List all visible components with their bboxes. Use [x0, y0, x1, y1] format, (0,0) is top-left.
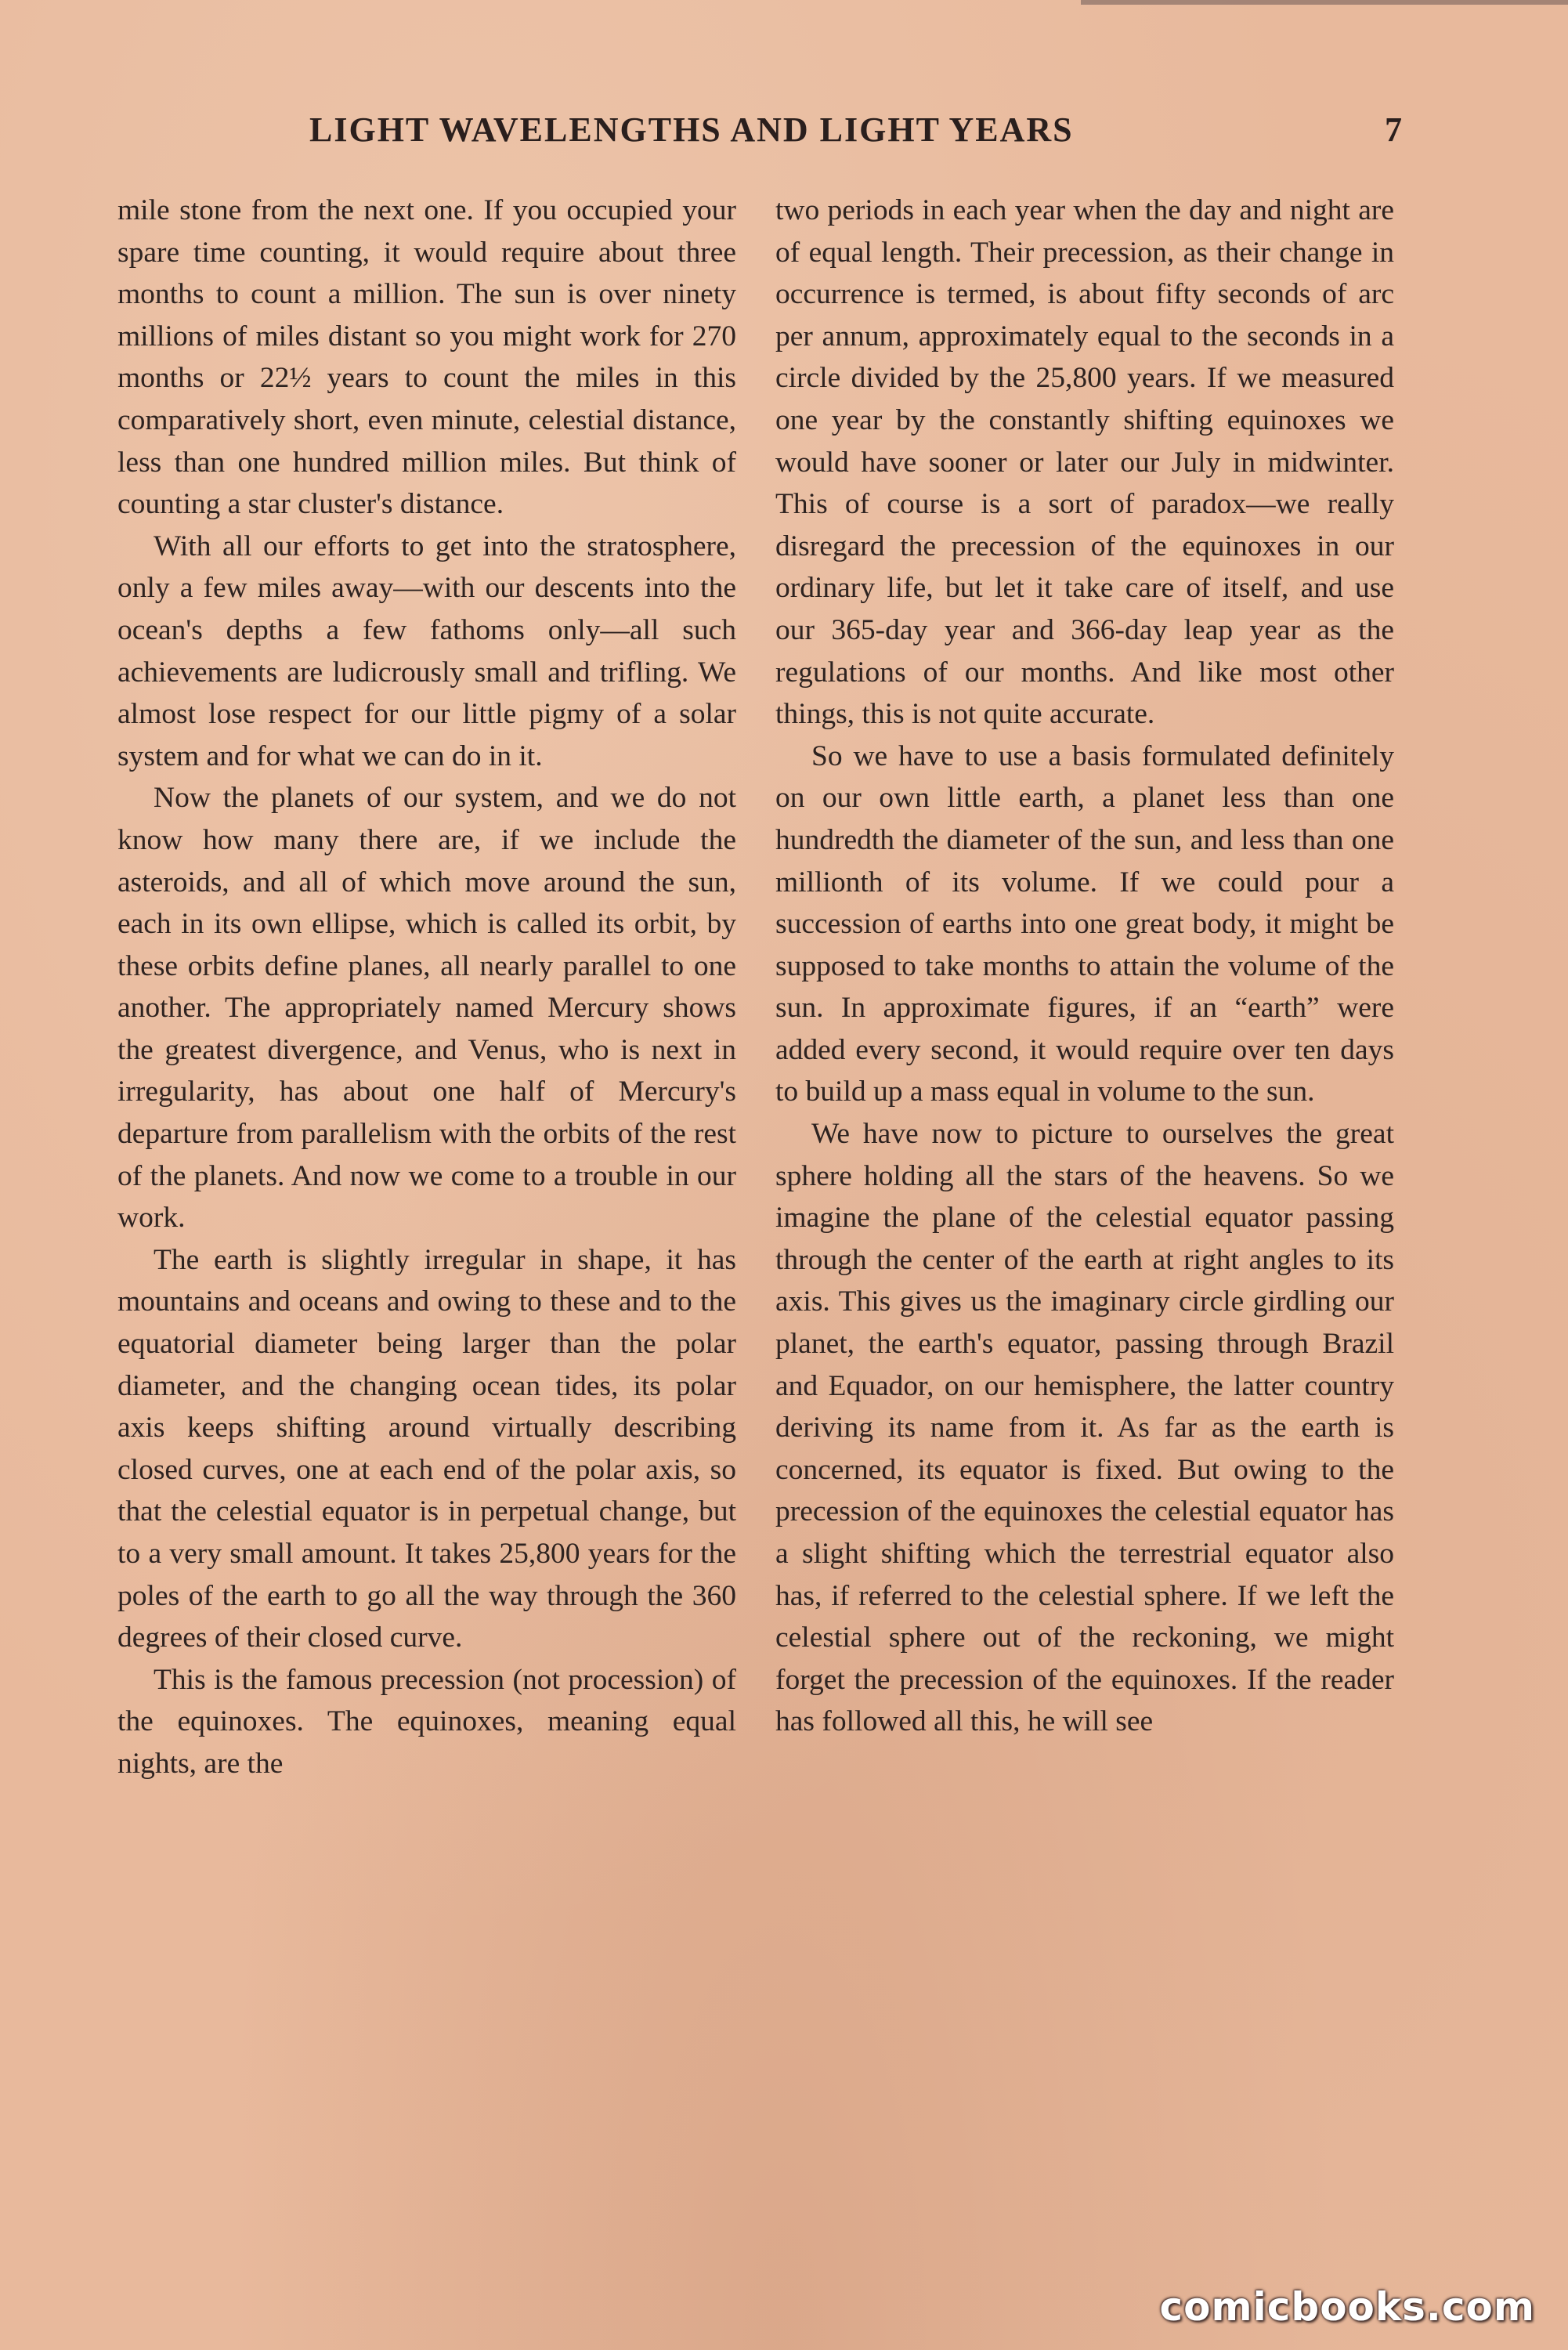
paragraph: This is the famous precession (not procession) of the equinoxes. The equinoxes, meaning equal nights, are the	[117, 1663, 736, 1780]
paragraph: two periods in each year when the day and night are of equal length. Their precession, as their change in occurrence is termed, is about fifty seconds of arc per annum, approximately equal to the seconds in a circle divided by the 25,800 years. If we measured one year by the constantly shifting equinoxes we would have sooner or later our July in midwinter. This of course is a sort of paradox—we really disregard the precession of the equinoxes in our ordinary life, but let it take care of itself, and use our 365-day year and 366-day leap year as the regulations of our months. And like most other things, this is not quite accurate.	[775, 194, 1394, 731]
paragraph: We have now to picture to ourselves the great sphere holding all the stars of the heavens. So we imagine the plane of the celestial equator passing through the center of the earth at right angles to its axis. This gives us the imaginary circle girdling our planet, the earth's equator, passing through Brazil and Equador, on our hemisphere, the latter country deriving its name from it. As far as the earth is concerned, its equator is fixed. But owing to the precession of the equinoxes the celestial equator has a slight shifting which the terrestrial equator also has, if referred to the celestial sphere. If we left the celestial sphere out of the reckoning, we might forget the precession of the equinoxes. If the reader has followed all this, he will see	[775, 1118, 1394, 1738]
right-column	[775, 190, 1394, 1743]
page-number: 7	[1385, 110, 1402, 149]
site-watermark: comicbooks.com	[1159, 2284, 1535, 2330]
paragraph: With all our efforts to get into the stratosphere, only a few miles away—with our descents into the ocean's depths a few fathoms only—all such achievements are ludicrously small and trifling. We almost lose respect for our little pigmy of a solar system and for what we can do in it.	[117, 530, 736, 772]
left-column	[117, 190, 736, 1785]
page-edge-shadow	[1081, 0, 1568, 5]
paragraph: mile stone from the next one. If you occupied your spare time counting, it would require about three months to count a million. The sun is over ninety millions of miles distant so you might work for 270 months or 22½ years to count the miles in this comparatively short, even minute, celestial distance, less than one hundred million miles. But think of counting a star cluster's distance.	[117, 194, 736, 521]
paragraph: Now the planets of our system, and we do not know how many there are, if we include the asteroids, and all of which move around the sun, each in its own ellipse, which is called its orbit, by these orbits define planes, all nearly parallel to one another. The appropriately named Mercury shows the greatest divergence, and Venus, who is next in irregularity, has about one half of Mercury's departure from parallelism with the orbits of the rest of the planets. And now we come to a trouble in our work.	[117, 782, 736, 1235]
paragraph: So we have to use a basis formulated definitely on our own little earth, a planet less than one hundredth the diameter of the sun, and less than one millionth of its volume. If we could pour a succession of earths into one great body, it might be supposed to take months to attain the volume of the sun. In approximate figures, if an “earth” were added every second, it would require over ten days to build up a mass equal in volume to the sun.	[775, 739, 1394, 1108]
running-title: LIGHT WAVELENGTHS AND LIGHT YEARS	[309, 110, 1074, 149]
paragraph: The earth is slightly irregular in shape, it has mountains and oceans and owing to these and to the equatorial diameter being larger than the polar diameter, and the changing ocean tides, its polar axis keeps shifting around virtually describing closed curves, one at each end of the polar axis, so that the celestial equator is in perpetual change, but to a very small amount. It takes 25,800 years for the poles of the earth to go all the way through the 360 degrees of their closed curve.	[117, 1243, 736, 1654]
running-header	[309, 110, 1402, 157]
